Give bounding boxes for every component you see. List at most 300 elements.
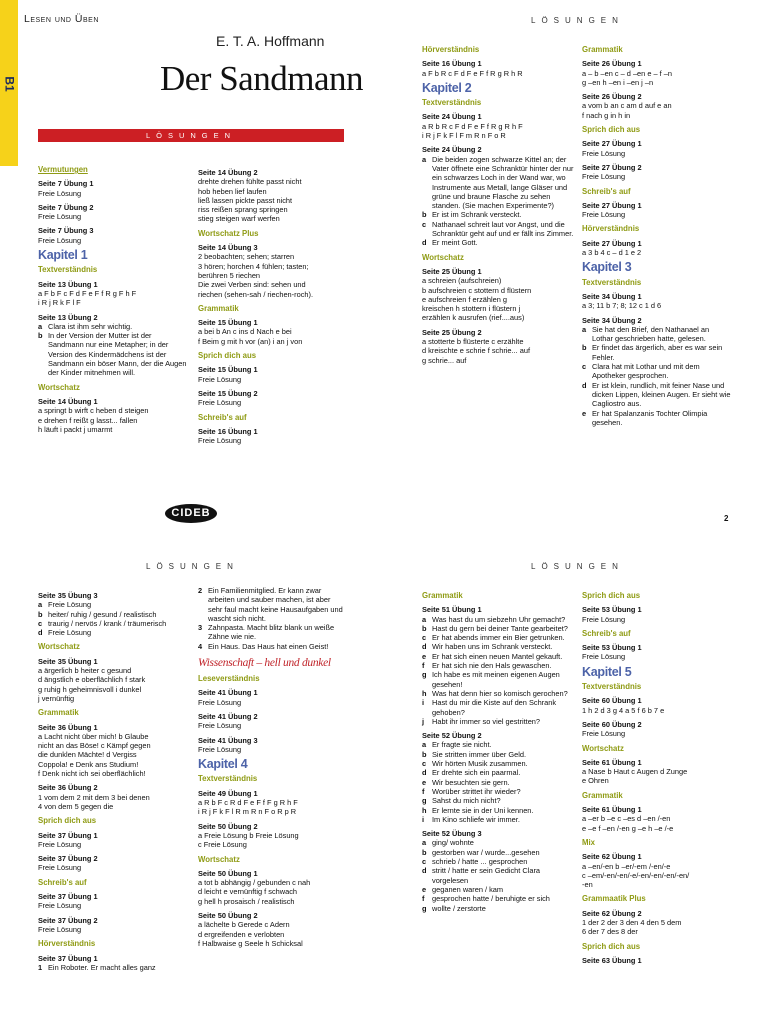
answer-text: Sahst du mich nicht?	[432, 796, 501, 806]
exercise-heading: Seite 26 Übung 2	[582, 92, 642, 102]
answer-item	[422, 796, 572, 805]
loesungen-banner: LÖSUNGEN	[38, 129, 344, 142]
section-heading: Textverständnis	[198, 774, 258, 784]
answer-text: Nathanael schreit laut vor Angst, und die Schranktür geht auf und er fällt ins Zimmer.	[432, 219, 574, 239]
section-heading: Schreib's auf	[582, 186, 631, 196]
answer-line: Freie Lösung	[198, 744, 242, 754]
exercise-heading: Seite 24 Übung 2	[422, 145, 482, 155]
answer-item	[422, 155, 574, 211]
answer-line: Freie Lösung	[582, 729, 626, 739]
exercise-heading: Seite 37 Übung 2	[38, 915, 98, 925]
answer-key: f	[422, 894, 425, 904]
answer-key: c	[422, 219, 427, 229]
answer-line: h läuft i packt j umarmt	[38, 424, 113, 434]
answer-line: a springt b wirft c heben d steigen	[38, 406, 149, 416]
answer-text: Ich habe es mit meinen eigenen Augen gesehen!	[432, 670, 560, 689]
exercise-heading: Seite 51 Übung 1	[422, 605, 482, 615]
answer-line: a – b –en c – d –en e – f –n	[582, 68, 672, 78]
exercise-heading: Seite 50 Übung 2	[198, 911, 258, 921]
answer-line: Freie Lösung	[38, 188, 82, 198]
answer-line: erzählen k ausrufen (rief....aus)	[422, 313, 525, 323]
answer-text: gestorben war / wurde...gesehen	[432, 847, 540, 857]
chapter-heading: Kapitel 5	[582, 664, 632, 679]
exercise-heading: Seite 35 Übung 3	[38, 591, 98, 600]
answer-text: Worüber strittet ihr wieder?	[432, 786, 521, 796]
exercise-heading: Seite 27 Übung 2	[582, 162, 642, 172]
answer-item	[582, 409, 732, 428]
exercise-heading: Seite 34 Übung 1	[582, 291, 642, 301]
exercise-heading: Seite 15 Übung 2	[198, 388, 258, 398]
answer-line: a R b R c F d F e F f R g R h F	[422, 121, 523, 131]
answer-key: 2	[198, 586, 203, 595]
answer-key: e	[422, 777, 427, 787]
section-heading: Schreib's auf	[198, 412, 247, 422]
answer-line: 3 hören; horchen 4 fühlen; tasten;	[198, 261, 309, 271]
answer-key: g	[422, 796, 427, 806]
chapter-heading: Kapitel 1	[38, 248, 88, 263]
exercise-heading: Seite 27 Übung 1	[582, 238, 642, 248]
answer-item	[422, 624, 572, 633]
answer-line: e aufschreien f erzählen g	[422, 294, 508, 304]
level-tab-label: B1	[2, 76, 17, 92]
exercise-heading: Seite 60 Übung 2	[582, 719, 642, 729]
answer-line: c –em/-en/-en/-e/-en/-en/-en/-en/	[582, 870, 690, 880]
answer-line: 1 der 2 der 3 den 4 den 5 dem	[582, 918, 682, 928]
answer-line: Freie Lösung	[198, 436, 242, 446]
answer-line: c Freie Lösung	[198, 840, 247, 850]
answer-item	[38, 628, 188, 637]
answer-key: d	[422, 238, 427, 248]
exercise-heading: Seite 25 Übung 1	[422, 266, 482, 276]
answer-line: g schrie... auf	[422, 355, 467, 365]
answer-item	[38, 331, 188, 377]
chapter-heading: Kapitel 3	[582, 260, 632, 275]
answer-key: b	[422, 623, 427, 633]
section-heading: Wortschatz	[422, 252, 464, 262]
answer-line: a –en/-en b –er/-em /-en/-e	[582, 861, 671, 871]
answer-item	[422, 698, 572, 717]
exercise-heading: Seite 62 Übung 2	[582, 908, 642, 918]
answer-item	[422, 661, 572, 670]
answer-line: Freie Lösung	[38, 212, 82, 222]
answer-key: e	[422, 884, 427, 894]
exercise-heading: Seite 27 Übung 1	[582, 200, 642, 210]
answer-key: i	[422, 698, 425, 708]
exercise-heading: Seite 7 Übung 2	[38, 202, 94, 212]
answer-item	[422, 787, 572, 796]
answer-item	[422, 670, 572, 689]
answer-item	[422, 210, 574, 219]
exercise-heading: Seite 16 Übung 1	[422, 59, 482, 69]
section-heading: Leseverständnis	[198, 674, 260, 684]
answer-item	[198, 642, 346, 651]
section-heading: Textverständnis	[582, 682, 642, 692]
answer-item	[422, 689, 572, 698]
exercise-heading: Seite 15 Übung 1	[198, 365, 258, 375]
answer-key: d	[582, 380, 587, 390]
answer-item	[422, 768, 572, 777]
answer-text: Er hat sich einen neuen Mantel gekauft.	[432, 651, 563, 661]
column-p2-3	[422, 586, 572, 913]
answer-key: b	[38, 331, 43, 341]
answer-item	[422, 857, 572, 866]
answer-line: ließ lassen pickte passt nicht	[198, 195, 293, 205]
answer-line: f Beim g mit h vor (an) i an j von	[198, 336, 303, 346]
exercise-heading: Seite 7 Übung 1	[38, 179, 94, 189]
answer-line: Die zwei Verben sind: sehen und	[198, 280, 306, 290]
answer-line: g –en h –en i –en j –n	[582, 77, 654, 87]
section-heading: Vermutungen	[38, 165, 88, 174]
answer-key: c	[422, 759, 427, 769]
answer-line: Freie Lösung	[38, 901, 82, 911]
answer-line: a Lacht nicht über mich! b Glaube	[38, 731, 149, 741]
answer-key: h	[422, 688, 427, 698]
answer-line: d leicht e vernünftig f schwach	[198, 887, 298, 897]
section-heading: Grammatik	[38, 708, 79, 718]
answer-key: a	[422, 740, 427, 750]
answer-key: b	[422, 749, 427, 759]
section-heading: Sprich dich aus	[198, 351, 257, 361]
answer-line: a schreien (aufschreien)	[422, 276, 502, 286]
answer-line: Freie Lösung	[198, 721, 242, 731]
answer-item	[422, 885, 572, 894]
answer-line: i R j F k F l F m R n F o R	[422, 131, 506, 141]
section-heading: Mix	[582, 837, 595, 847]
answer-item	[38, 610, 188, 619]
answer-key: e	[582, 408, 587, 418]
answer-line: Freie Lösung	[198, 374, 242, 384]
answer-line: a bei b An c ins d Nach e bei	[198, 327, 292, 337]
section-heading: Grammatik	[582, 45, 623, 54]
answer-line: Freie Lösung	[198, 398, 242, 408]
exercise-heading: Seite 13 Übung 1	[38, 279, 98, 289]
chapter-heading: Kapitel 2	[422, 80, 472, 95]
exercise-heading: Seite 62 Übung 1	[582, 852, 642, 862]
answer-line: f Halbwaise g Seele h Schicksal	[198, 938, 303, 948]
answer-line: d ergreifenden e verlobten	[198, 929, 285, 939]
answer-item	[422, 717, 572, 726]
exercise-heading: Seite 34 Übung 2	[582, 315, 642, 325]
answer-line: g hell h prosaisch / realistisch	[198, 896, 295, 906]
answer-line: kreischen h stottern i flüstern j	[422, 304, 521, 314]
answer-item	[198, 586, 346, 623]
answer-line: a R b F c R d F e F f F g R h F	[198, 798, 298, 808]
exercise-heading: Seite 24 Übung 1	[422, 112, 482, 122]
answer-key: b	[422, 210, 427, 220]
answer-line: j vernünftig	[38, 693, 75, 703]
answer-line: 4 von dem 5 gegen die	[38, 801, 114, 811]
answer-text: heiter/ ruhig / gesund / realistisch	[48, 609, 157, 619]
answer-text: Er ist im Schrank versteckt.	[432, 210, 522, 220]
answer-item	[422, 615, 572, 624]
section-header: LÖSUNGEN	[146, 562, 239, 571]
exercise-heading: Seite 53 Übung 1	[582, 643, 642, 653]
exercise-heading: Seite 36 Übung 2	[38, 783, 98, 793]
section-heading: Hörverständnis	[422, 45, 480, 54]
section-heading: Wortschatz Plus	[198, 228, 259, 238]
section-heading: Textverständnis	[422, 98, 482, 108]
answer-item	[582, 362, 732, 381]
section-heading: Wortschatz	[38, 382, 80, 392]
exercise-heading: Seite 37 Übung 1	[38, 830, 98, 840]
column-p1-4	[582, 40, 732, 427]
answer-text: Habt ihr immer so viel gestritten?	[432, 716, 541, 726]
exercise-heading: Seite 36 Übung 1	[38, 722, 98, 732]
answer-item	[582, 381, 732, 409]
answer-text: Ein Roboter. Er macht alles ganz	[48, 962, 156, 972]
answer-text: Wir hörten Musik zusammen.	[432, 759, 528, 769]
answer-text: Er hat sich nie den Hals gewaschen.	[432, 661, 552, 671]
section-heading: Sprich dich aus	[38, 816, 97, 826]
column-p2-4	[582, 586, 732, 965]
answer-line: nicht an das Böse! c Kämpf gegen	[38, 741, 151, 751]
answer-text: Die beiden zogen schwarze Kittel an; der Vater öffnete eine Schranktür hinter der nur ein schwarzes Loch in der Wand war, wo Instrumente aus Metall, lange Gläser und grüne und braune Flasche zu sehen standen. (Sie machen Experimente?)	[432, 154, 574, 211]
section-heading: Hörverständnis	[582, 224, 640, 234]
exercise-heading: Seite 50 Übung 2	[198, 821, 258, 831]
answer-item	[38, 322, 188, 331]
answer-key: h	[422, 805, 427, 815]
answer-text: gesprochen hatte / beruhigte er sich	[432, 894, 550, 904]
answer-line: Freie Lösung	[582, 172, 626, 182]
answer-item	[198, 623, 346, 642]
section-heading: Sprich dich aus	[582, 591, 641, 600]
answer-key: g	[422, 670, 427, 680]
exercise-heading: Seite 52 Übung 2	[422, 731, 482, 741]
answer-line: 1 vom dem 2 mit dem 3 bei denen	[38, 792, 150, 802]
answer-key: e	[422, 651, 427, 661]
answer-line: i R j R k F l F	[38, 298, 81, 308]
answer-key: j	[422, 716, 425, 726]
answer-line: hob heben lief laufen	[198, 186, 267, 196]
section-heading: Schreib's auf	[582, 628, 631, 638]
answer-line: f Denk nicht ich sei oberflächlich!	[38, 769, 146, 779]
section-header: LÖSUNGEN	[531, 562, 624, 571]
answer-line: riechen (sehen-sah / riechen-roch).	[198, 289, 314, 299]
answer-text: Er findet das ärgerlich, aber es war sein Fehler.	[592, 343, 723, 362]
exercise-heading: Seite 26 Übung 1	[582, 59, 642, 69]
answer-key: a	[38, 321, 43, 331]
answer-line: g ruhig h geheimnisvoll i dunkel	[38, 684, 142, 694]
answer-text: Sie stritten immer über Geld.	[432, 749, 527, 759]
answer-line: stieg steigen warf werfen	[198, 214, 280, 224]
section-heading: Wortschatz	[38, 642, 80, 652]
answer-item	[422, 633, 572, 642]
section-heading: Sprich dich aus	[582, 125, 641, 135]
exercise-heading: Seite 61 Übung 1	[582, 805, 642, 815]
answer-key: d	[422, 642, 427, 652]
exercise-heading: Seite 27 Übung 1	[582, 139, 642, 149]
exercise-heading: Seite 63 Übung 1	[582, 955, 642, 965]
exercise-heading: Seite 14 Übung 1	[38, 396, 98, 406]
answer-text: ging/ wohnte	[432, 838, 474, 848]
answer-key: b	[422, 847, 427, 857]
answer-line: Freie Lösung	[582, 614, 626, 624]
page-number: 2	[724, 514, 729, 523]
answer-line: a F b R c F d F e F f R g R h R	[422, 68, 523, 78]
answer-line: Coppola! e Denk ans Studium!	[38, 759, 139, 769]
answer-item	[422, 652, 572, 661]
exercise-heading: Seite 60 Übung 1	[582, 696, 642, 706]
answer-key: g	[422, 903, 427, 913]
section-heading: Hörverständnis	[38, 939, 96, 949]
answer-text: Ein Familienmitglied. Er kann zwar arbeiten und sauber machen, ist aber sehr faul macht keine Hausaufgaben und wascht sich nicht.	[208, 586, 343, 623]
exercise-heading: Seite 61 Übung 1	[582, 757, 642, 767]
answer-key: b	[38, 609, 43, 619]
section-heading: Wortschatz	[582, 743, 624, 753]
answer-line: a F b F c F d F e F f R g F h F	[38, 288, 137, 298]
exercise-heading: Seite 16 Übung 1	[198, 426, 258, 436]
answer-text: Clara ist ihm sehr wichtig.	[48, 321, 133, 331]
answer-item	[422, 759, 572, 768]
answer-line: d kreischte e schrie f schrie... auf	[422, 346, 531, 356]
answer-text: schrieb / hatte ... gesprochen	[432, 857, 528, 867]
answer-line: a –er b –e c –es d –en /-en	[582, 814, 671, 824]
dossier-heading: Wissenschaft – hell und dunkel	[198, 657, 331, 670]
answer-line: -en	[582, 880, 593, 890]
answer-key: d	[38, 628, 43, 638]
answer-key: 4	[198, 641, 203, 651]
answer-line: Freie Lösung	[38, 235, 82, 245]
answer-line: Freie Lösung	[38, 839, 82, 849]
answer-line: a ärgerlich b heiter c gesund	[38, 666, 132, 676]
brand-label: Lesen und Üben	[24, 13, 99, 25]
answer-item	[422, 750, 572, 759]
exercise-heading: Seite 37 Übung 1	[38, 892, 98, 902]
answer-line: a Freie Lösung b Freie Lösung	[198, 830, 299, 840]
answer-line: a 3; 11 b 7; 8; 12 c 1 d 6	[582, 301, 662, 311]
column-p1-1	[38, 160, 188, 434]
answer-text: Er ist klein, rundlich, mit feiner Nase und dicken Lippen, kleinen Augen. Er sieht wie Cagliostro aus.	[592, 380, 731, 409]
cideb-logo: CIDEB	[165, 504, 217, 523]
answer-item	[38, 600, 188, 609]
answer-line: die dunklen Mächte! d Vergiss	[38, 750, 137, 760]
answer-item	[422, 778, 572, 787]
answer-line: 2 beobachten; sehen; starren	[198, 252, 295, 262]
exercise-heading: Seite 50 Übung 1	[198, 868, 258, 878]
answer-key: c	[422, 633, 427, 643]
answer-key: a	[422, 154, 427, 164]
answer-text: Er hat abends immer ein Bier getrunken.	[432, 633, 565, 643]
answer-text: In der Version der Mutter ist der Sandmann nur eine Metapher; in der Version des Kindermädchens ist der Sandmann ein böser Mann, der die Augen der Kinder mitnehmen will.	[48, 331, 187, 378]
section-heading: Grammatik	[422, 591, 463, 600]
section-heading: Sprich dich aus	[582, 941, 641, 951]
answer-key: c	[582, 362, 587, 372]
answer-line: Freie Lösung	[582, 148, 626, 158]
answer-text: Er fragte sie nicht.	[432, 740, 492, 750]
answer-key: c	[422, 857, 427, 867]
answer-text: Hast du gern bei deiner Tante gearbeitet?	[432, 623, 568, 633]
exercise-heading: Seite 15 Übung 1	[198, 318, 258, 328]
answer-text: Clara hat mit Lothar und mit dem Apotheker gesprochen.	[592, 362, 700, 381]
answer-line: e –e f –en /-en g –e h –e /-e	[582, 823, 674, 833]
exercise-heading: Seite 13 Übung 2	[38, 312, 98, 322]
exercise-heading: Seite 49 Übung 1	[198, 788, 258, 798]
answer-item	[422, 238, 574, 247]
answer-line: drehte drehen fühlte passt nicht	[198, 177, 302, 187]
answer-text: Was hat denn hier so komisch gerochen?	[432, 688, 568, 698]
exercise-heading: Seite 53 Übung 1	[582, 605, 642, 615]
answer-text: Er meint Gott.	[432, 238, 478, 248]
answer-text: Freie Lösung	[48, 628, 92, 638]
answer-key: f	[422, 661, 425, 671]
answer-text: Zahnpasta. Macht blitz blank un weiße Zähne wie nie.	[208, 623, 335, 642]
answer-text: geganen waren / kam	[432, 884, 504, 894]
exercise-heading: Seite 35 Übung 1	[38, 656, 98, 666]
answer-item	[422, 894, 572, 903]
section-heading: Textverständnis	[38, 265, 98, 275]
exercise-heading: Seite 41 Übung 3	[198, 735, 258, 745]
author-name: E. T. A. Hoffmann	[216, 33, 325, 49]
answer-line: berühren 5 riechen	[198, 270, 261, 280]
answer-item	[422, 904, 572, 913]
answer-line: e drehen f reißt g lasst... fallen	[38, 415, 138, 425]
answer-item	[422, 815, 572, 824]
answer-text: Sie hat den Brief, den Nathanael an Lothar geschrieben hatte, gelesen.	[592, 324, 710, 344]
answer-text: traurig / nervös / krank / träumerisch	[48, 618, 167, 628]
answer-line: a tot b abhängig / gebunden c nah	[198, 878, 311, 888]
answer-text: Freie Lösung	[48, 600, 92, 610]
answer-line: a vom b an c am d auf e an	[582, 101, 672, 111]
answer-key: 3	[198, 623, 203, 633]
exercise-heading: Seite 41 Übung 2	[198, 711, 258, 721]
answer-text: Wir haben uns im Schrank versteckt.	[432, 642, 553, 652]
answer-line: Freie Lösung	[38, 863, 82, 873]
answer-text: Er lernte sie in der Uni kennen.	[432, 805, 534, 815]
answer-item	[38, 619, 188, 628]
answer-line: d ängstlich e oberflächlich f stark	[38, 675, 146, 685]
answer-key: 1	[38, 962, 43, 972]
answer-key: c	[38, 618, 43, 628]
column-p1-2	[198, 163, 346, 445]
answer-item	[422, 848, 572, 857]
exercise-heading: Seite 41 Übung 1	[198, 688, 258, 698]
exercise-heading: Seite 37 Übung 1	[38, 953, 98, 963]
answer-text: Was hast du um siebzehn Uhr gemacht?	[432, 614, 566, 624]
section-heading: Grammatik	[198, 303, 239, 313]
answer-text: wollte / zerstorte	[432, 903, 486, 913]
column-p2-1	[38, 586, 188, 972]
column-p2-2	[198, 586, 346, 948]
answer-text: Er drehte sich ein paarmal.	[432, 768, 521, 778]
answer-item	[422, 806, 572, 815]
answer-text: Er hat Spalanzanis Tochter Olimpia gesehen.	[592, 408, 708, 427]
answer-item	[422, 740, 572, 749]
answer-text: Im Kino schliefe wir immer.	[432, 814, 520, 824]
answer-line: Freie Lösung	[582, 210, 626, 220]
answer-key: d	[422, 866, 427, 876]
answer-item	[582, 343, 732, 362]
answer-text: Hast du mir die Kiste auf den Schrank gehoben?	[432, 698, 557, 717]
exercise-heading: Seite 37 Übung 2	[38, 854, 98, 864]
answer-line: a stotterte b flüsterte c erzählte	[422, 337, 524, 347]
answer-line: b aufschreien c stottern d flüstern	[422, 285, 532, 295]
section-heading: Wortschatz	[198, 854, 240, 864]
answer-key: a	[582, 324, 587, 334]
answer-key: b	[582, 343, 587, 353]
section-heading: Grammatik	[582, 790, 623, 800]
page-title: Der Sandmann	[160, 59, 363, 98]
answer-key: i	[422, 814, 425, 824]
answer-item	[422, 220, 574, 239]
answer-text: Ein Haus. Das Haus hat einen Geist!	[208, 641, 329, 651]
exercise-heading: Seite 14 Übung 3	[198, 243, 258, 253]
answer-text: Wir besuchten sie gern.	[432, 777, 510, 787]
answer-line: a Nase b Haut c Augen d Zunge	[582, 767, 688, 777]
exercise-heading: Seite 25 Übung 2	[422, 327, 482, 337]
answer-item	[38, 963, 188, 972]
answer-line: a lächelte b Gerede c Adern	[198, 920, 290, 930]
answer-key: a	[422, 838, 427, 848]
